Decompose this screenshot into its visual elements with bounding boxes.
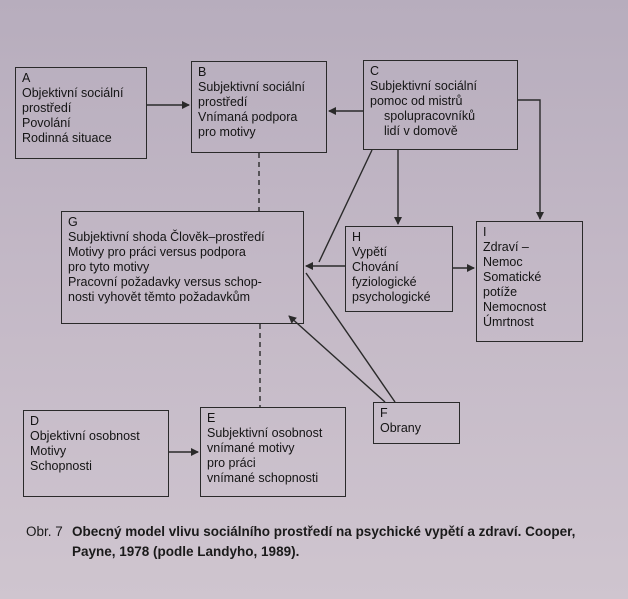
box-e-line-3: pro práci: [207, 456, 256, 470]
box-d-line-3: Schopnosti: [30, 459, 92, 473]
box-g-person-environment-fit: [61, 211, 304, 324]
box-i-line-3: Somatické: [483, 270, 542, 284]
box-i-line-6: Úmrtnost: [483, 315, 534, 329]
box-a-objective-social-environment: [15, 67, 147, 159]
box-a-id: A: [22, 71, 31, 85]
box-i-health: [476, 221, 583, 342]
arrow-f-to-g: [289, 316, 385, 402]
box-c-id: C: [370, 64, 380, 78]
box-i-line-2: Nemoc: [483, 255, 523, 269]
box-g-line-3: pro tyto motivy: [68, 260, 150, 274]
box-h-strain: [345, 226, 453, 312]
box-a-line-4: Rodinná situace: [22, 131, 112, 145]
arrow-c-to-i: [518, 100, 540, 219]
box-d-line-1: Objektivní osobnost: [30, 429, 140, 443]
box-c-subjective-social-support: [363, 60, 518, 150]
box-b-line-3: Vnímaná podpora: [198, 110, 298, 124]
box-f-id: F: [380, 406, 388, 420]
box-g-line-2: Motivy pro práci versus podpora: [68, 245, 246, 259]
box-c-line-1: Subjektivní sociální: [370, 79, 478, 93]
box-b-line-4: pro motivy: [198, 125, 256, 139]
box-h-line-3: fyziologické: [352, 275, 417, 289]
box-f-line-1: Obrany: [380, 421, 421, 435]
box-e-subjective-personality: [200, 407, 346, 497]
box-d-objective-personality: [23, 410, 169, 497]
box-i-line-1: Zdraví –: [483, 240, 529, 254]
box-g-line-5: nosti vyhovět těmto požadavkům: [68, 290, 251, 304]
box-g-line-1: Subjektivní shoda Člověk–prostředí: [68, 230, 265, 244]
box-b-line-2: prostředí: [198, 95, 248, 109]
box-b-id: B: [198, 65, 207, 79]
box-c-line-4: lidí v domově: [384, 124, 458, 138]
box-h-line-1: Vypětí: [352, 245, 387, 259]
box-e-id: E: [207, 411, 216, 425]
box-a-line-3: Povolání: [22, 116, 71, 130]
box-h-id: H: [352, 230, 362, 244]
box-i-line-5: Nemocnost: [483, 300, 547, 314]
box-b-line-1: Subjektivní sociální: [198, 80, 306, 94]
box-c-line-2: pomoc od mistrů: [370, 94, 463, 108]
box-h-line-4: psychologické: [352, 290, 431, 304]
figure-number: Obr. 7: [26, 524, 63, 539]
box-i-line-4: potíže: [483, 285, 518, 299]
box-a-line-2: prostředí: [22, 101, 72, 115]
box-g-line-4: Pracovní požadavky versus schop-: [68, 275, 262, 289]
box-e-line-2: vnímané motivy: [207, 441, 295, 455]
box-b-subjective-social-environment: [191, 61, 327, 153]
box-h-line-2: Chování: [352, 260, 399, 274]
box-g-id: G: [68, 215, 78, 229]
box-e-line-1: Subjektivní osobnost: [207, 426, 323, 440]
box-a-line-1: Objektivní sociální: [22, 86, 124, 100]
box-f-defenses: [373, 402, 460, 444]
box-d-id: D: [30, 414, 40, 428]
box-c-line-3: spolupracovníků: [384, 109, 476, 123]
box-e-line-4: vnímané schopnosti: [207, 471, 319, 485]
box-i-id: I: [483, 225, 487, 239]
figure-caption-text: Obecný model vlivu sociálního prostředí na psychické vypětí a zdraví. Cooper, Payne, 1978 (podle Landyho, 1989).: [72, 524, 576, 559]
box-d-line-2: Motivy: [30, 444, 67, 458]
